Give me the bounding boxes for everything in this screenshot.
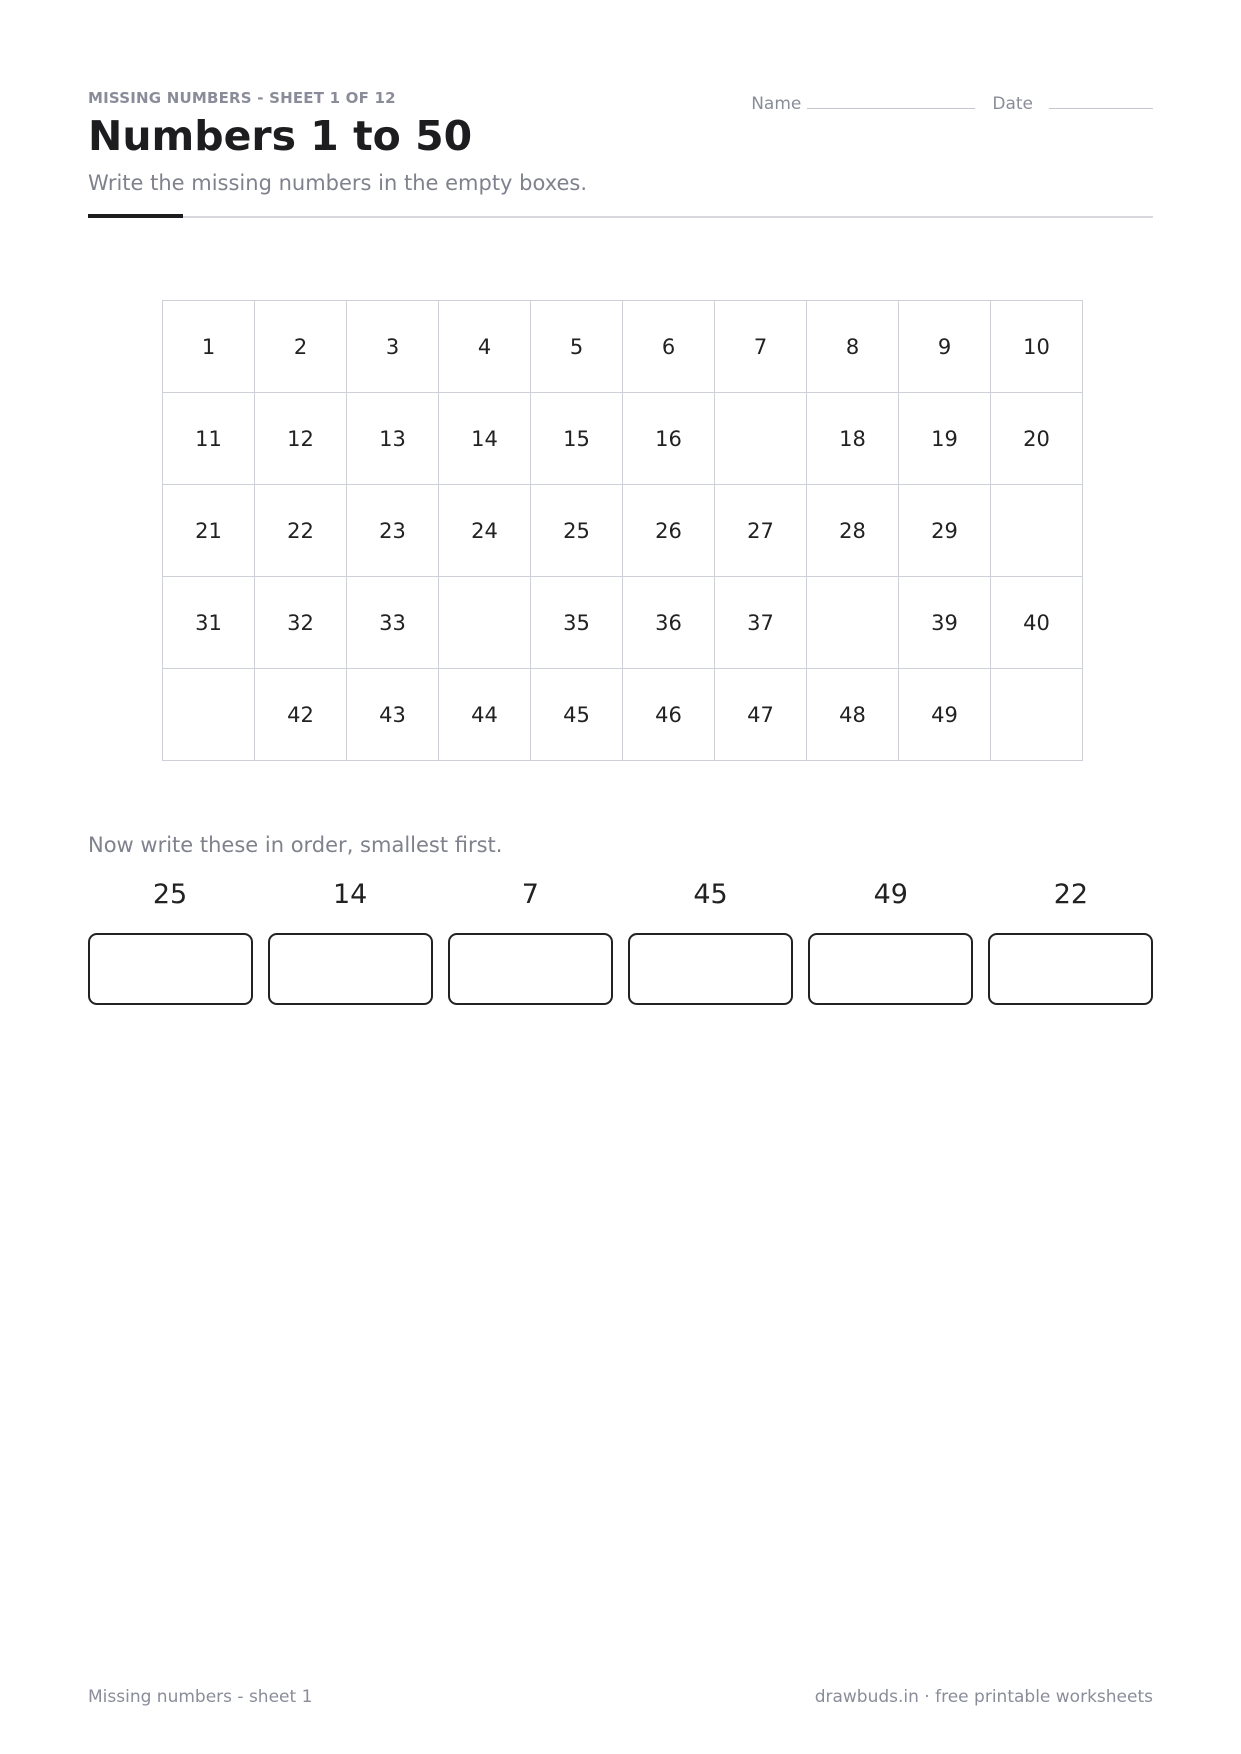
number-grid bbox=[162, 300, 1083, 761]
footer-sheet-label: Missing numbers - sheet 1 bbox=[88, 1687, 313, 1707]
grid-cell: 32 bbox=[255, 577, 347, 669]
order-number: 22 bbox=[1053, 879, 1089, 910]
order-item bbox=[448, 876, 612, 1005]
grid-cell: 31 bbox=[163, 577, 255, 669]
grid-cell: 37 bbox=[715, 577, 807, 669]
grid-cell: 39 bbox=[899, 577, 991, 669]
grid-cell: 28 bbox=[807, 485, 899, 577]
grid-row bbox=[163, 301, 1083, 393]
order-number: 49 bbox=[873, 879, 908, 910]
order-item bbox=[809, 876, 973, 1005]
order-item bbox=[629, 876, 793, 1005]
page-subtitle: Write the missing numbers in the empty boxes. bbox=[88, 171, 588, 195]
grid-cell: 44 bbox=[439, 669, 531, 761]
header-divider-accent bbox=[88, 214, 183, 218]
header-divider bbox=[88, 216, 1153, 218]
grid-cell-blank[interactable] bbox=[991, 669, 1083, 761]
grid-cell: 11 bbox=[163, 393, 255, 485]
page-title: Numbers 1 to 50 bbox=[88, 112, 473, 160]
grid-cell: 33 bbox=[347, 577, 439, 669]
grid-cell: 40 bbox=[991, 577, 1083, 669]
ordering-row bbox=[88, 876, 1153, 1005]
grid-cell: 46 bbox=[623, 669, 715, 761]
grid-cell: 16 bbox=[623, 393, 715, 485]
grid-cell: 1 bbox=[163, 301, 255, 393]
grid-cell: 20 bbox=[991, 393, 1083, 485]
order-item bbox=[88, 876, 252, 1005]
grid-cell: 35 bbox=[531, 577, 623, 669]
grid-cell-blank[interactable] bbox=[163, 669, 255, 761]
grid-cell-blank[interactable] bbox=[439, 577, 531, 669]
grid-row bbox=[163, 393, 1083, 485]
grid-cell: 21 bbox=[163, 485, 255, 577]
footer-site-label: drawbuds.in · free printable worksheets bbox=[814, 1687, 1153, 1707]
grid-cell: 23 bbox=[347, 485, 439, 577]
grid-row bbox=[163, 485, 1083, 577]
grid-cell: 2 bbox=[255, 301, 347, 393]
grid-cell: 8 bbox=[807, 301, 899, 393]
grid-cell: 19 bbox=[899, 393, 991, 485]
answer-box[interactable] bbox=[268, 933, 433, 1005]
order-number: 25 bbox=[152, 879, 188, 910]
grid-cell: 49 bbox=[899, 669, 991, 761]
answer-box[interactable] bbox=[808, 933, 973, 1005]
date-field[interactable] bbox=[1049, 88, 1153, 109]
grid-row bbox=[163, 669, 1083, 761]
answer-box[interactable] bbox=[88, 933, 253, 1005]
name-label: Name bbox=[751, 94, 802, 114]
grid-cell: 45 bbox=[531, 669, 623, 761]
grid-row bbox=[163, 577, 1083, 669]
grid-cell: 36 bbox=[623, 577, 715, 669]
grid-cell: 27 bbox=[715, 485, 807, 577]
grid-cell: 15 bbox=[531, 393, 623, 485]
grid-cell: 9 bbox=[899, 301, 991, 393]
grid-cell: 14 bbox=[439, 393, 531, 485]
grid-cell: 6 bbox=[623, 301, 715, 393]
name-date-fields bbox=[751, 88, 1153, 114]
grid-cell: 18 bbox=[807, 393, 899, 485]
order-item bbox=[989, 876, 1153, 1005]
answer-box[interactable] bbox=[448, 933, 613, 1005]
order-item bbox=[268, 876, 432, 1005]
grid-cell: 12 bbox=[255, 393, 347, 485]
grid-cell: 42 bbox=[255, 669, 347, 761]
grid-cell-blank[interactable] bbox=[807, 577, 899, 669]
grid-cell: 10 bbox=[991, 301, 1083, 393]
answer-box[interactable] bbox=[628, 933, 793, 1005]
grid-cell: 48 bbox=[807, 669, 899, 761]
grid-cell: 3 bbox=[347, 301, 439, 393]
order-number: 45 bbox=[693, 879, 728, 910]
order-number: 14 bbox=[333, 879, 368, 910]
sheet-eyebrow: MISSING NUMBERS - SHEET 1 OF 12 bbox=[88, 89, 396, 107]
answer-box[interactable] bbox=[988, 933, 1153, 1005]
grid-cell: 25 bbox=[531, 485, 623, 577]
grid-cell: 26 bbox=[623, 485, 715, 577]
grid-cell: 29 bbox=[899, 485, 991, 577]
grid-cell: 43 bbox=[347, 669, 439, 761]
ordering-instruction: Now write these in order, smallest first. bbox=[88, 833, 503, 857]
order-number: 7 bbox=[521, 879, 539, 910]
date-label: Date bbox=[992, 94, 1033, 114]
grid-cell: 5 bbox=[531, 301, 623, 393]
grid-cell-blank[interactable] bbox=[715, 393, 807, 485]
grid-cell: 22 bbox=[255, 485, 347, 577]
grid-cell: 4 bbox=[439, 301, 531, 393]
grid-cell: 47 bbox=[715, 669, 807, 761]
name-field[interactable] bbox=[807, 88, 975, 109]
grid-cell: 7 bbox=[715, 301, 807, 393]
grid-cell: 24 bbox=[439, 485, 531, 577]
grid-cell-blank[interactable] bbox=[991, 485, 1083, 577]
grid-cell: 13 bbox=[347, 393, 439, 485]
